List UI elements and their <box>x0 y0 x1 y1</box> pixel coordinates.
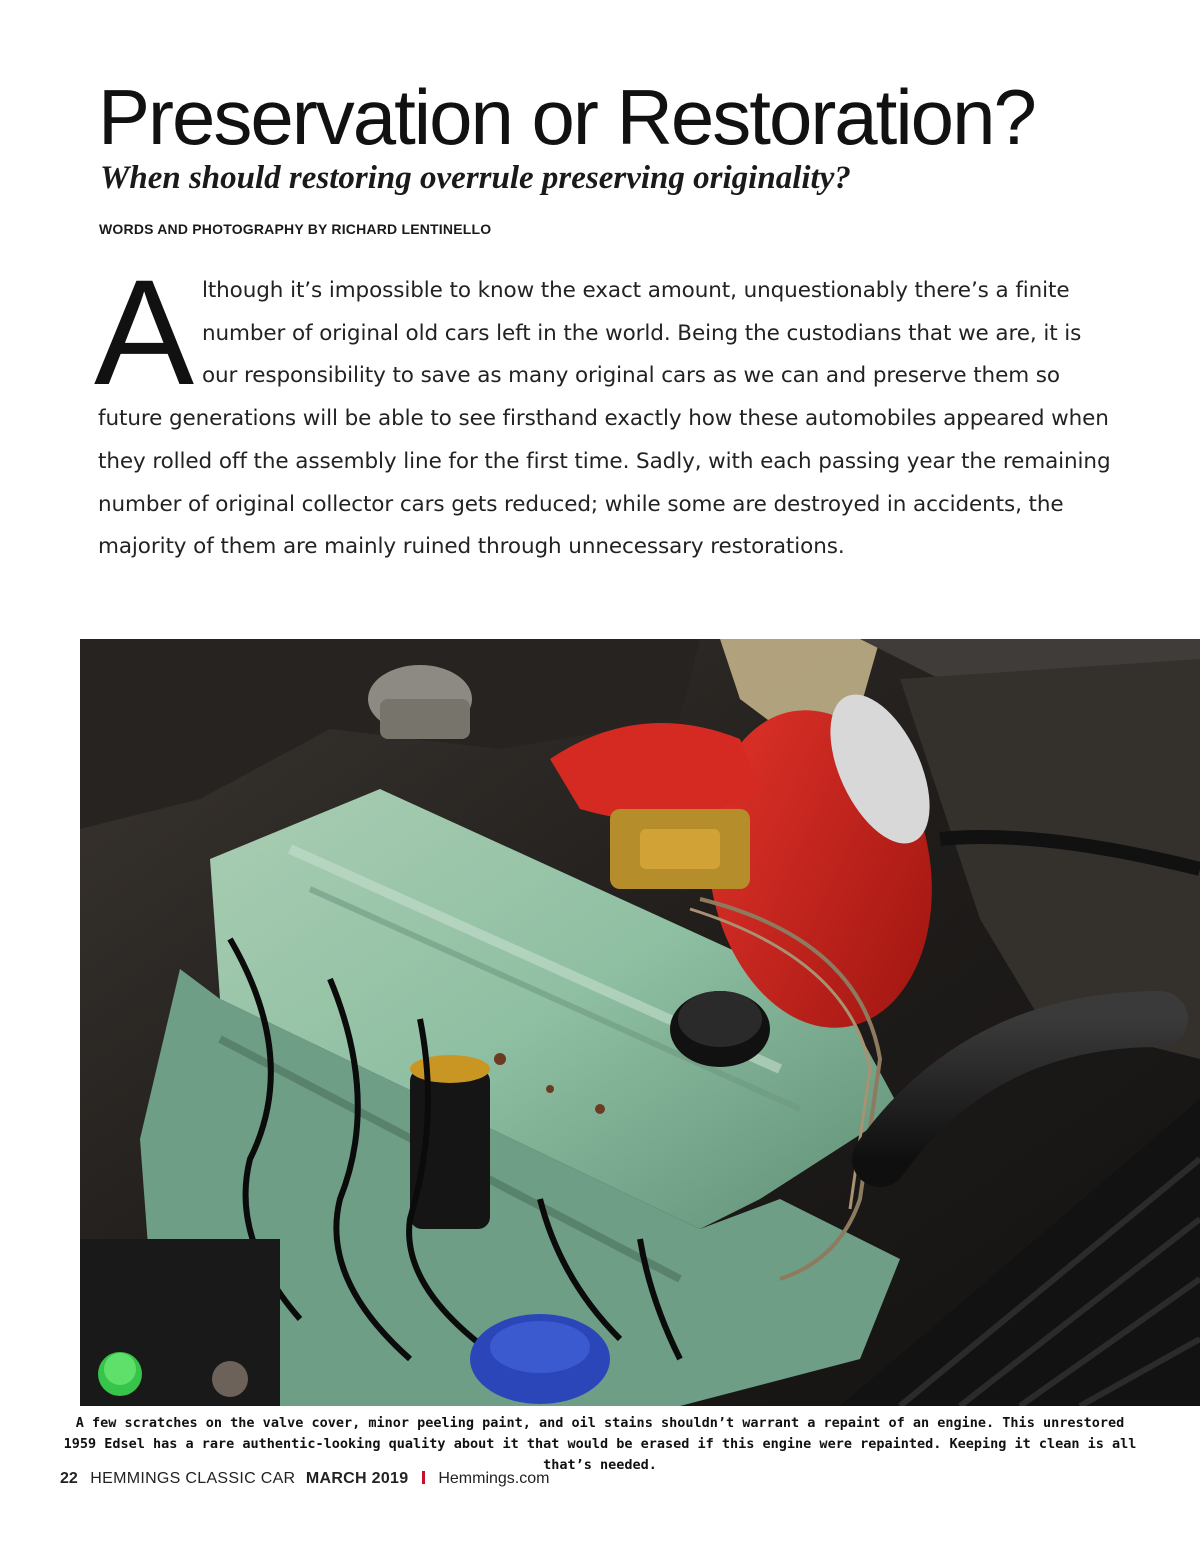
article-body-text: lthough it’s impossible to know the exact amount, unquestionably there’s a finite number of original old cars left in the world. Being the custodians that we are, it is our responsibility to save as many original cars as we can and preserve them so future generations will be able to see firsthand exactly how these automobiles appeared when they rolled off the assembly line for the first time. Sadly, with each passing year the remaining number of original collector cars gets reduced; while some are destroyed in accidents, the majority of them are mainly ruined through unnecessary restorations. <box>98 278 1111 560</box>
page-footer <box>60 1470 549 1488</box>
drop-cap: A <box>94 248 194 416</box>
footer-separator <box>422 1471 425 1484</box>
photo-caption: A few scratches on the valve cover, minor peeling paint, and oil stains shouldn’t warrant a repaint of an engine. This unrestored 1959 Edsel has a rare authentic-looking quality about it that would be erased if this engine were repainted. Keeping it clean is all that’s needed. <box>63 1415 1137 1473</box>
engine-photo <box>80 639 1200 1406</box>
website-link[interactable]: Hemmings.com <box>438 1470 550 1487</box>
page-number: 22 <box>60 1470 78 1487</box>
magazine-name: HEMMINGS CLASSIC CAR <box>90 1470 296 1487</box>
article-body <box>94 248 1113 569</box>
article-subtitle: When should restoring overrule preserving originality? <box>100 160 851 196</box>
article-title: Preservation or Restoration? <box>98 73 1035 161</box>
issue-date: MARCH 2019 <box>305 1470 409 1487</box>
engine-bay-illustration <box>80 639 1200 1406</box>
byline: WORDS AND PHOTOGRAPHY BY RICHARD LENTINELLO <box>99 221 492 237</box>
